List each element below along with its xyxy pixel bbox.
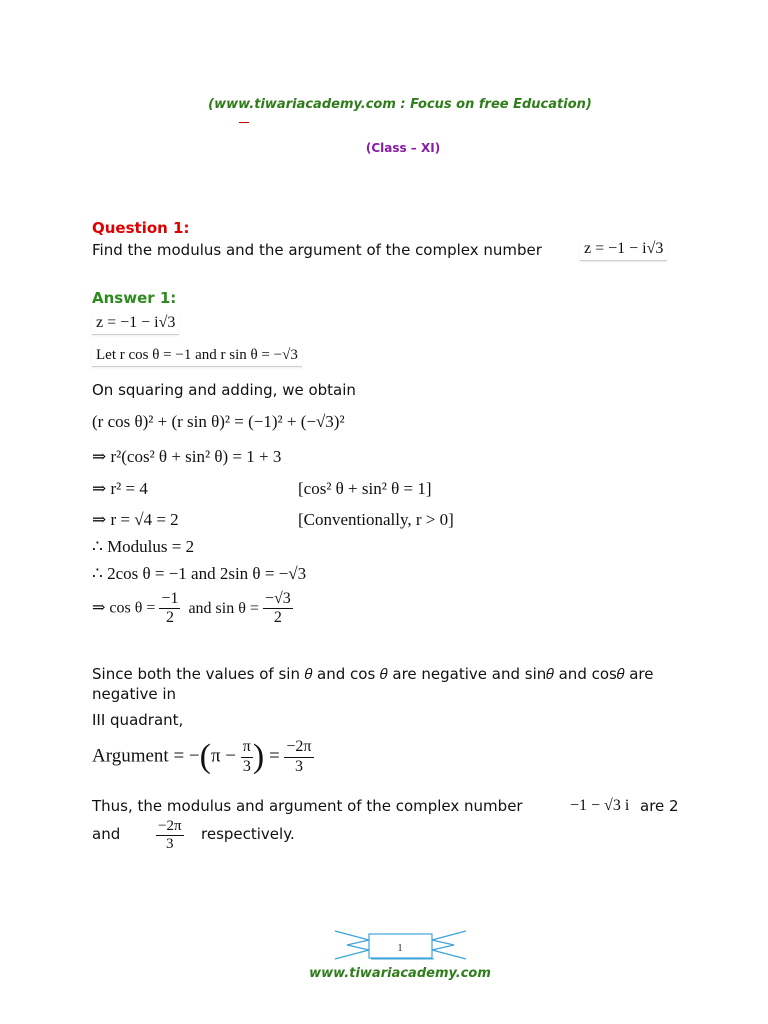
cos-fraction-denominator: 2 [165, 609, 174, 627]
argument-result-fraction [284, 738, 313, 776]
cos-fraction-numerator: −1 [159, 590, 180, 609]
sin-prefix: and sin θ = [188, 599, 259, 617]
modulus-result: ∴ Modulus = 2 [92, 537, 195, 556]
result-denominator: 3 [166, 836, 174, 853]
answer-line-z: z = −1 − i√3 [92, 314, 179, 335]
result-numerator: −2π [156, 818, 184, 836]
argument-result-denominator: 3 [294, 757, 303, 775]
page-number: 1 [397, 942, 403, 954]
equation-2cos-2sin: ∴ 2cos θ = −1 and 2sin θ = −√3 [92, 564, 307, 583]
sin-fraction [263, 590, 293, 628]
badge-left-chevron [335, 931, 369, 959]
result-fraction [156, 818, 184, 854]
argument-inner-denominator: 3 [242, 757, 251, 775]
equation-r: ⇒ r = √4 = 2 [92, 510, 179, 529]
argument-result-numerator: −2π [284, 738, 313, 757]
argument-inner-fraction [241, 738, 253, 776]
cos-prefix: ⇒ cos θ = [92, 599, 156, 617]
argument-inner-numerator: π [241, 738, 253, 757]
site-header: (www.tiwariacademy.com : Focus on free Education) [208, 97, 592, 112]
argument-equals: = [268, 745, 280, 767]
equation-cos-sin-values [92, 590, 293, 628]
red-dash-mark [239, 122, 249, 123]
class-label: (Class – XI) [365, 141, 441, 155]
thus-text: Thus, the modulus and argument of the complex number [92, 797, 523, 815]
quadrant-text: III quadrant, [92, 711, 184, 729]
since-text-cont: negative in [92, 685, 177, 703]
squaring-text: On squaring and adding, we obtain [92, 381, 356, 399]
sin-fraction-denominator: 2 [273, 609, 282, 627]
question-title: Question 1: [92, 219, 190, 237]
since-text: Since both the values of sin 𝜃 and cos 𝜃 are negative and sin𝜃 and cos𝜃 are [92, 665, 654, 683]
answer-line-let: Let r cos θ = −1 and r sin θ = −√3 [92, 347, 302, 367]
cos-fraction [159, 590, 180, 628]
and-text: and [92, 825, 121, 843]
convention-note: [Conventionally, r > 0] [298, 510, 454, 529]
badge-right-chevron [432, 931, 466, 959]
answer-title: Answer 1: [92, 289, 177, 307]
open-paren: ( [199, 738, 211, 775]
footer-site-link[interactable]: www.tiwariacademy.com [309, 966, 491, 981]
question-expression: z = −1 − i√3 [580, 240, 667, 261]
thus-tail: are 2 [640, 797, 679, 815]
close-paren: ) [252, 738, 265, 775]
question-text: Find the modulus and the argument of the complex number [92, 241, 542, 259]
thus-expression: −1 − √3 i [570, 797, 630, 814]
argument-equation [92, 738, 314, 776]
argument-prefix: Argument = − [92, 745, 200, 767]
sin-fraction-numerator: −√3 [263, 590, 293, 609]
identity-note: [cos² θ + sin² θ = 1] [298, 479, 432, 498]
result-fraction-inner [156, 818, 184, 854]
respectively-text: respectively. [201, 825, 295, 843]
equation-squares: (r cos θ)² + (r sin θ)² = (−1)² + (−√3)² [92, 412, 345, 431]
argument-pi-minus: π − [210, 745, 237, 767]
equation-r-squared-sum: ⇒ r²(cos² θ + sin² θ) = 1 + 3 [92, 447, 282, 466]
equation-r-squared: ⇒ r² = 4 [92, 479, 148, 498]
